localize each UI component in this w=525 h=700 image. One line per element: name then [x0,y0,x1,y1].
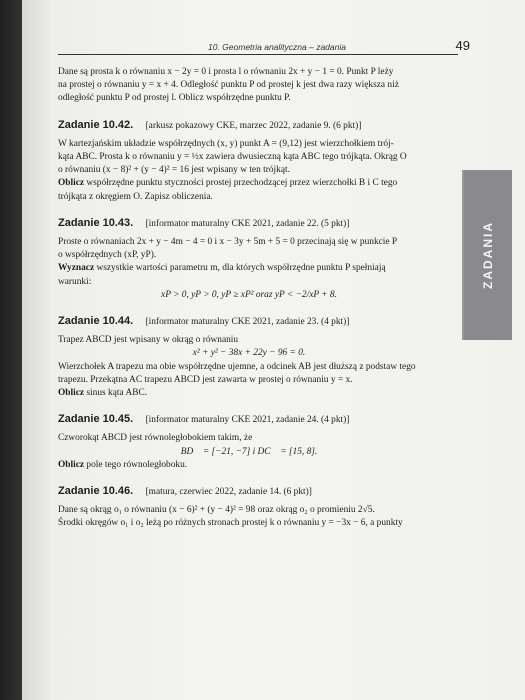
task-instruction [58,177,440,190]
instruction-text: współrzędne punktu styczności prostej przechodzącej przez wierzchołki B i C tego [84,178,398,189]
intro-paragraph [58,66,440,106]
task-line: o równaniu (x − 8)² + (y − 4)² = 16 jest wpisany w ten trójkąt. [58,165,290,176]
task-line: Środki okręgów o₁ i o₂ leżą po różnych stronach prostej k o równaniu y = −3x − 6, a punkty [58,518,403,529]
task-heading [58,119,440,133]
math-vectors: BD⃗ = [−21, −7] i DC⃗ = [15, 8]. [180,446,318,457]
intro-line: na prostej o równaniu y = x + 4. Odległość punktu P od prostej k jest dwa razy większa niż [58,80,399,91]
book-page [22,0,525,700]
task-label: Zadanie 10.42. [58,118,134,131]
section-tab [462,170,512,340]
instruction-text: pole tego równoległoboku. [84,459,188,470]
task-line: kąta ABC. Prosta k o równaniu y = ½x zawiera dwusieczną kąta ABC tego trójkąta. Okrąg O [58,152,407,163]
task-heading [58,413,440,427]
task-line: W kartezjańskim układzie współrzędnych (x, y) punkt A = (9,12) jest wierzchołkiem trój- [58,138,394,149]
intro-line: Dane są prosta k o równaniu x − 2y = 0 i prosta l o równaniu 2x + y − 1 = 0. Punkt P leży [58,67,394,77]
task-label: Zadanie 10.46. [58,485,134,498]
task-heading [58,217,440,231]
task-10-44 [58,315,440,400]
task-source: [informator maturalny CKE 2021, zadanie 23. (4 pkt)] [145,317,350,328]
task-source: [informator maturalny CKE 2021, zadanie 24. (4 pkt)] [145,415,350,426]
task-10-42 [58,119,440,204]
instruction-verb: Oblicz [58,459,85,470]
instruction-text: wszystkie wartości parametru m, dla których współrzędne punktu P spełniają [94,263,386,274]
task-10-43 [58,217,440,302]
task-line: Dane są okrąg o₁ o równaniu (x − 6)² + (y − 4)² = 98 oraz okrąg o₂ o promieniu 2√5. [58,505,375,516]
page-number: 49 [455,38,470,53]
page-content [58,66,440,544]
intro-line: odległość punktu P od prostej l. Oblicz współrzędne punktu P. [58,93,291,104]
task-line: Trapez ABCD jest wpisany w okrąg o równaniu [58,335,239,346]
task-line: Czworokąt ABCD jest równoległobokiem takim, że [58,433,253,444]
instruction-text: sinus kąta ABC. [84,388,148,399]
math-condition: xP > 0, yP > 0, yP ≥ xP² oraz yP < −2/xP + 8. [161,289,337,300]
task-heading [58,315,440,329]
task-line: Proste o równaniach 2x + y − 4m − 4 = 0 i x − 3y + 5m + 5 = 0 przecinają się w punkcie P [58,237,398,248]
task-source: [arkusz pokazowy CKE, marzec 2022, zadanie 9. (6 pkt)] [145,120,362,131]
task-instruction [58,459,440,472]
task-label: Zadanie 10.43. [58,216,134,229]
task-line: warunki: [58,276,92,287]
task-line: Wierzchołek A trapezu ma obie współrzędne ujemne, a odcinek AB jest dłuższą z podstaw tego [58,361,416,372]
task-instruction [58,262,440,275]
section-tab-label: ZADANIA [481,221,495,289]
task-label: Zadanie 10.45. [58,413,134,426]
chapter-title: 10. Geometria analityczna – zadania [208,42,346,52]
task-line: o współrzędnych (xP, yP). [58,250,157,261]
task-source: [matura, czerwiec 2022, zadanie 14. (6 pkt)] [145,487,312,498]
task-10-46 [58,485,440,531]
task-source: [informator maturalny CKE 2021, zadanie 22. (5 pkt)] [145,218,350,229]
task-10-45 [58,413,440,472]
task-line: trapezu. Przekątna AC trapezu ABCD jest zawarta w prostej o równaniu y = x. [58,374,353,385]
task-line: trójkąta z okręgiem O. Zapisz obliczenia. [58,191,213,202]
math-equation: x² + y² − 38x + 22y − 96 = 0. [192,348,306,359]
task-instruction [58,387,440,400]
instruction-verb: Wyznacz [58,263,95,274]
task-heading [58,485,440,499]
running-header [58,38,470,55]
instruction-verb: Oblicz [58,388,85,399]
instruction-verb: Oblicz [58,178,85,189]
task-label: Zadanie 10.44. [58,315,134,328]
